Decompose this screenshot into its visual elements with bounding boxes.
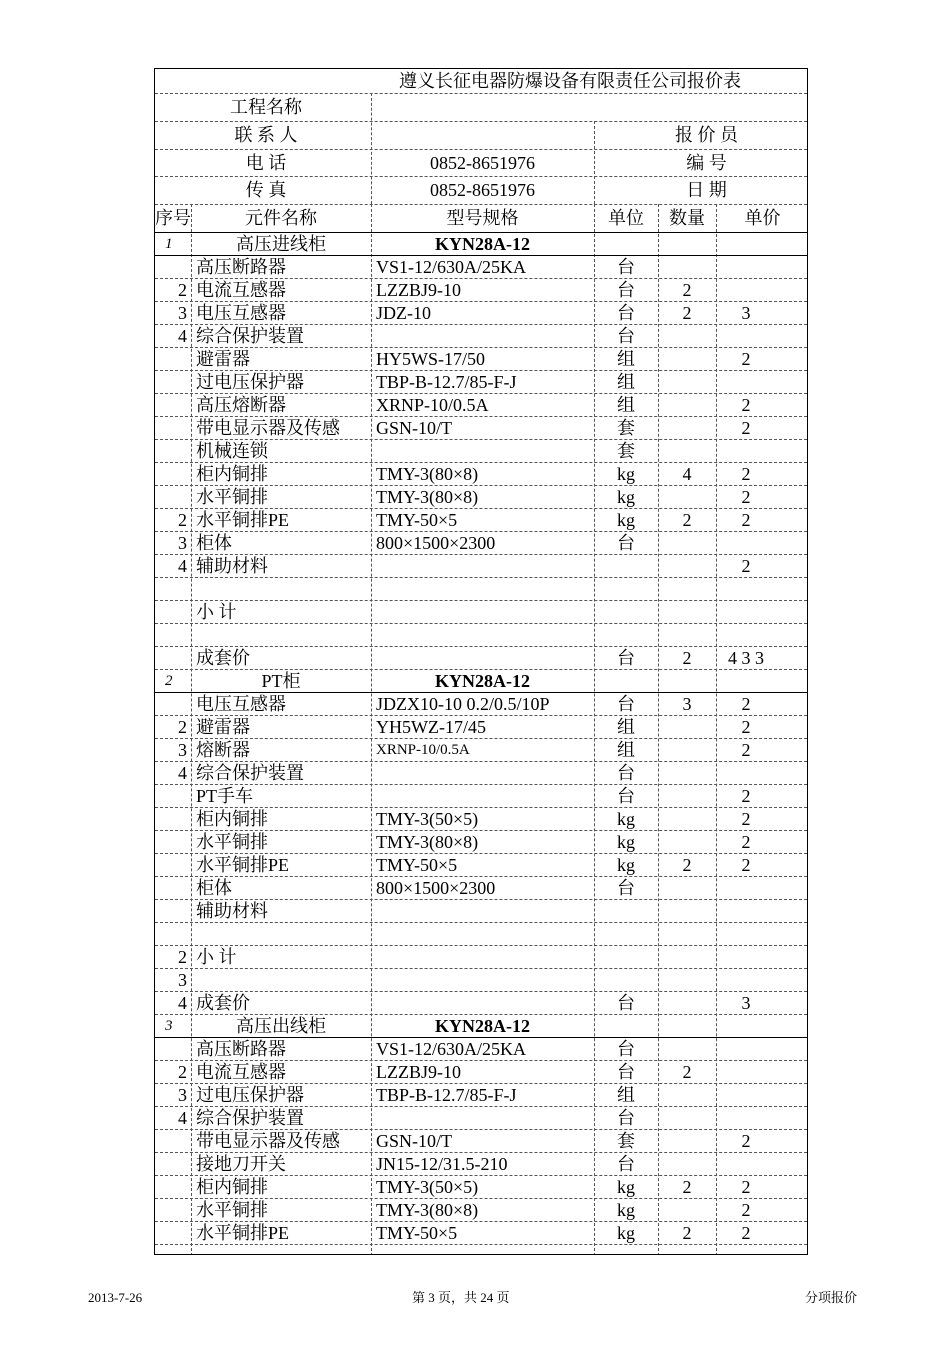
row-price: 2 <box>741 556 751 576</box>
row-name: 柜内铜排 <box>196 809 268 829</box>
row-name: 小 计 <box>196 947 237 967</box>
column-divider <box>371 93 372 204</box>
row-seq: 2 <box>178 947 187 967</box>
section-name: 高压出线柜 <box>236 1016 326 1036</box>
section-name: 高压进线柜 <box>236 234 326 254</box>
row-divider <box>155 577 807 578</box>
row-model: JN15-12/31.5-210 <box>376 1154 508 1174</box>
info-value: 0852-8651976 <box>430 153 535 173</box>
section-model: KYN28A-12 <box>435 234 530 254</box>
info-label: 报 价 员 <box>675 125 738 145</box>
row-qty: 2 <box>682 855 692 875</box>
row-model: YH5WZ-17/45 <box>376 717 486 737</box>
row-price: 2 <box>741 510 751 530</box>
header-name: 元件名称 <box>245 208 317 228</box>
row-divider <box>155 968 807 969</box>
row-name: 小 计 <box>196 602 237 622</box>
row-unit: kg <box>617 855 635 875</box>
row-price: 2 <box>741 487 751 507</box>
row-price: 2 <box>741 1223 751 1243</box>
section-model: KYN28A-12 <box>435 671 530 691</box>
row-price: 2 <box>741 832 751 852</box>
row-name: 成套价 <box>196 648 250 668</box>
row-unit: 台 <box>617 280 635 300</box>
row-name: 电流互感器 <box>196 280 286 300</box>
row-name: 辅助材料 <box>196 901 268 921</box>
row-name: 过电压保护器 <box>196 372 304 392</box>
info-label: 电 话 <box>245 153 287 173</box>
row-name: 水平铜排 <box>196 1200 268 1220</box>
row-price: 2 <box>741 1200 751 1220</box>
row-price: 4 3 3 <box>728 648 764 668</box>
row-model: TMY-50×5 <box>376 1223 458 1243</box>
row-qty: 3 <box>682 694 692 714</box>
row-unit: 台 <box>617 694 635 714</box>
row-name: 高压断路器 <box>196 257 286 277</box>
row-unit: 台 <box>617 786 635 806</box>
row-model: TMY-50×5 <box>376 855 458 875</box>
row-unit: 台 <box>617 257 635 277</box>
row-model: 800×1500×2300 <box>376 878 496 898</box>
header-model: 型号规格 <box>446 208 519 228</box>
info-value: 0852-8651976 <box>430 180 535 200</box>
row-name: 水平铜排PE <box>196 855 290 875</box>
row-unit: 组 <box>617 395 635 415</box>
row-name: 水平铜排PE <box>196 1223 290 1243</box>
row-unit: 组 <box>617 717 635 737</box>
column-divider <box>658 204 659 1255</box>
quote-sheet <box>154 68 808 1255</box>
row-qty: 4 <box>682 464 692 484</box>
row-model: TBP-B-12.7/85-F-J <box>376 372 517 392</box>
row-name: 避雷器 <box>196 717 250 737</box>
section-name: PT柜 <box>261 671 301 691</box>
row-seq: 3 <box>178 970 187 990</box>
row-qty: 2 <box>682 1223 692 1243</box>
info-divider <box>155 149 807 150</box>
row-model: TMY-3(50×5) <box>376 1177 479 1197</box>
row-model: VS1-12/630A/25KA <box>376 1039 527 1059</box>
row-name: 电压互感器 <box>196 303 286 323</box>
row-model: LZZBJ9-10 <box>376 1062 461 1082</box>
header-qty: 数量 <box>669 208 705 228</box>
row-model: TMY-3(80×8) <box>376 1200 479 1220</box>
row-name: 柜内铜排 <box>196 464 268 484</box>
footer-page: 第 3 页，共 24 页 <box>412 1290 510 1305</box>
row-unit: 套 <box>617 418 635 438</box>
row-unit: 台 <box>617 763 635 783</box>
row-price: 2 <box>741 464 751 484</box>
row-model: JDZX10-10 0.2/0.5/10P <box>376 694 550 714</box>
row-seq: 3 <box>178 303 187 323</box>
row-unit: 台 <box>617 326 635 346</box>
row-price: 2 <box>741 349 751 369</box>
info-label: 编 号 <box>686 153 727 173</box>
row-model: LZZBJ9-10 <box>376 280 461 300</box>
row-unit: kg <box>617 1200 635 1220</box>
column-divider <box>191 204 192 1255</box>
row-unit: 组 <box>617 372 635 392</box>
row-name: 综合保护装置 <box>196 326 304 346</box>
row-unit: 台 <box>617 648 635 668</box>
row-unit: 台 <box>617 1108 635 1128</box>
row-seq: 2 <box>178 1062 187 1082</box>
row-divider <box>155 738 807 739</box>
row-price: 2 <box>741 786 751 806</box>
header-seq: 序号 <box>155 208 191 228</box>
row-seq: 4 <box>178 1108 187 1128</box>
info-label: 工程名称 <box>230 97 302 117</box>
row-name: 辅助材料 <box>196 556 268 576</box>
row-price: 2 <box>741 855 751 875</box>
row-qty: 2 <box>682 1177 692 1197</box>
row-price: 2 <box>741 418 751 438</box>
row-name: 熔断器 <box>196 740 250 760</box>
section-number: 2 <box>165 673 173 689</box>
row-name: 过电压保护器 <box>196 1085 304 1105</box>
row-unit: 台 <box>617 878 635 898</box>
row-divider <box>155 945 807 946</box>
row-seq: 3 <box>178 740 187 760</box>
row-name: 带电显示器及传感 <box>196 1131 340 1151</box>
row-name: 高压熔断器 <box>196 395 286 415</box>
row-name: 带电显示器及传感 <box>196 418 340 438</box>
row-seq: 2 <box>178 280 187 300</box>
row-price: 3 <box>741 993 751 1013</box>
row-unit: 台 <box>617 1154 635 1174</box>
row-model: JDZ-10 <box>376 303 431 323</box>
row-unit: kg <box>617 510 635 530</box>
info-label: 传 真 <box>245 180 287 200</box>
row-name: 柜体 <box>196 878 232 898</box>
row-model: TMY-3(80×8) <box>376 487 479 507</box>
info-label: 联 系 人 <box>234 125 298 145</box>
row-model: TMY-3(80×8) <box>376 464 479 484</box>
row-model: HY5WS-17/50 <box>376 349 485 369</box>
row-model: GSN-10/T <box>376 1131 452 1151</box>
row-name: 避雷器 <box>196 349 250 369</box>
row-seq: 4 <box>178 993 187 1013</box>
row-price: 2 <box>741 809 751 829</box>
row-model: TBP-B-12.7/85-F-J <box>376 1085 517 1105</box>
row-model: TMY-50×5 <box>376 510 458 530</box>
row-unit: kg <box>617 487 635 507</box>
row-name: 机械连锁 <box>196 441 268 461</box>
row-unit: 组 <box>617 349 635 369</box>
row-name: 柜内铜排 <box>196 1177 268 1197</box>
row-price: 3 <box>741 303 751 323</box>
row-price: 2 <box>741 395 751 415</box>
row-name: 柜体 <box>196 533 232 553</box>
row-unit: 组 <box>617 740 635 760</box>
row-seq: 3 <box>178 533 187 553</box>
row-model: TMY-3(80×8) <box>376 832 479 852</box>
row-name: 水平铜排 <box>196 832 268 852</box>
row-seq: 4 <box>178 763 187 783</box>
column-divider <box>594 121 595 204</box>
info-divider <box>155 121 807 122</box>
column-divider <box>371 204 372 1255</box>
row-seq: 4 <box>178 556 187 576</box>
row-qty: 2 <box>682 280 692 300</box>
row-price: 2 <box>741 1177 751 1197</box>
quote-title: 遵义长征电器防爆设备有限责任公司报价表 <box>399 71 741 91</box>
row-model: VS1-12/630A/25KA <box>376 257 527 277</box>
row-name: 接地刀开关 <box>196 1154 286 1174</box>
row-qty: 2 <box>682 510 692 530</box>
row-unit: 台 <box>617 993 635 1013</box>
row-price: 2 <box>741 740 751 760</box>
row-name: PT手车 <box>196 786 254 806</box>
row-qty: 2 <box>682 648 692 668</box>
row-name: 成套价 <box>196 993 250 1013</box>
row-name: 水平铜排 <box>196 487 268 507</box>
row-divider <box>155 991 807 992</box>
header-price: 单价 <box>744 208 781 228</box>
row-model: XRNP-10/0.5A <box>376 395 489 415</box>
row-unit: 套 <box>617 1131 635 1151</box>
row-unit: 台 <box>617 533 635 553</box>
row-unit: 台 <box>617 303 635 323</box>
row-unit: kg <box>617 1223 635 1243</box>
row-price: 2 <box>741 717 751 737</box>
row-price: 2 <box>741 694 751 714</box>
row-qty: 2 <box>682 1062 692 1082</box>
row-model: TMY-3(50×5) <box>376 809 479 829</box>
row-divider <box>155 623 807 624</box>
footer-category: 分项报价 <box>805 1290 858 1305</box>
row-name: 电流互感器 <box>196 1062 286 1082</box>
info-label: 日 期 <box>686 180 727 200</box>
footer-date: 2013-7-26 <box>88 1290 143 1305</box>
info-divider <box>155 176 807 177</box>
row-qty: 2 <box>682 303 692 323</box>
section-model: KYN28A-12 <box>435 1016 530 1036</box>
row-seq: 2 <box>178 717 187 737</box>
info-divider <box>155 204 807 205</box>
row-price: 2 <box>741 1131 751 1151</box>
row-divider <box>155 922 807 923</box>
row-seq: 3 <box>178 1085 187 1105</box>
row-unit: 套 <box>617 441 635 461</box>
header-unit: 单位 <box>608 208 644 228</box>
row-seq: 4 <box>178 326 187 346</box>
row-model: XRNP-10/0.5A <box>376 742 470 758</box>
row-divider <box>155 1244 807 1245</box>
row-name: 高压断路器 <box>196 1039 286 1059</box>
section-number: 1 <box>165 236 173 252</box>
row-name: 电压互感器 <box>196 694 286 714</box>
row-model: GSN-10/T <box>376 418 452 438</box>
row-unit: kg <box>617 464 635 484</box>
row-unit: kg <box>617 832 635 852</box>
row-unit: kg <box>617 809 635 829</box>
row-seq: 2 <box>178 510 187 530</box>
row-unit: 台 <box>617 1062 635 1082</box>
row-name: 综合保护装置 <box>196 1108 304 1128</box>
row-unit: 组 <box>617 1085 635 1105</box>
title-divider <box>155 93 807 94</box>
row-unit: 台 <box>617 1039 635 1059</box>
row-model: 800×1500×2300 <box>376 533 496 553</box>
row-name: 水平铜排PE <box>196 510 290 530</box>
row-name: 综合保护装置 <box>196 763 304 783</box>
row-divider <box>155 600 807 601</box>
section-number: 3 <box>165 1018 173 1034</box>
row-unit: kg <box>617 1177 635 1197</box>
